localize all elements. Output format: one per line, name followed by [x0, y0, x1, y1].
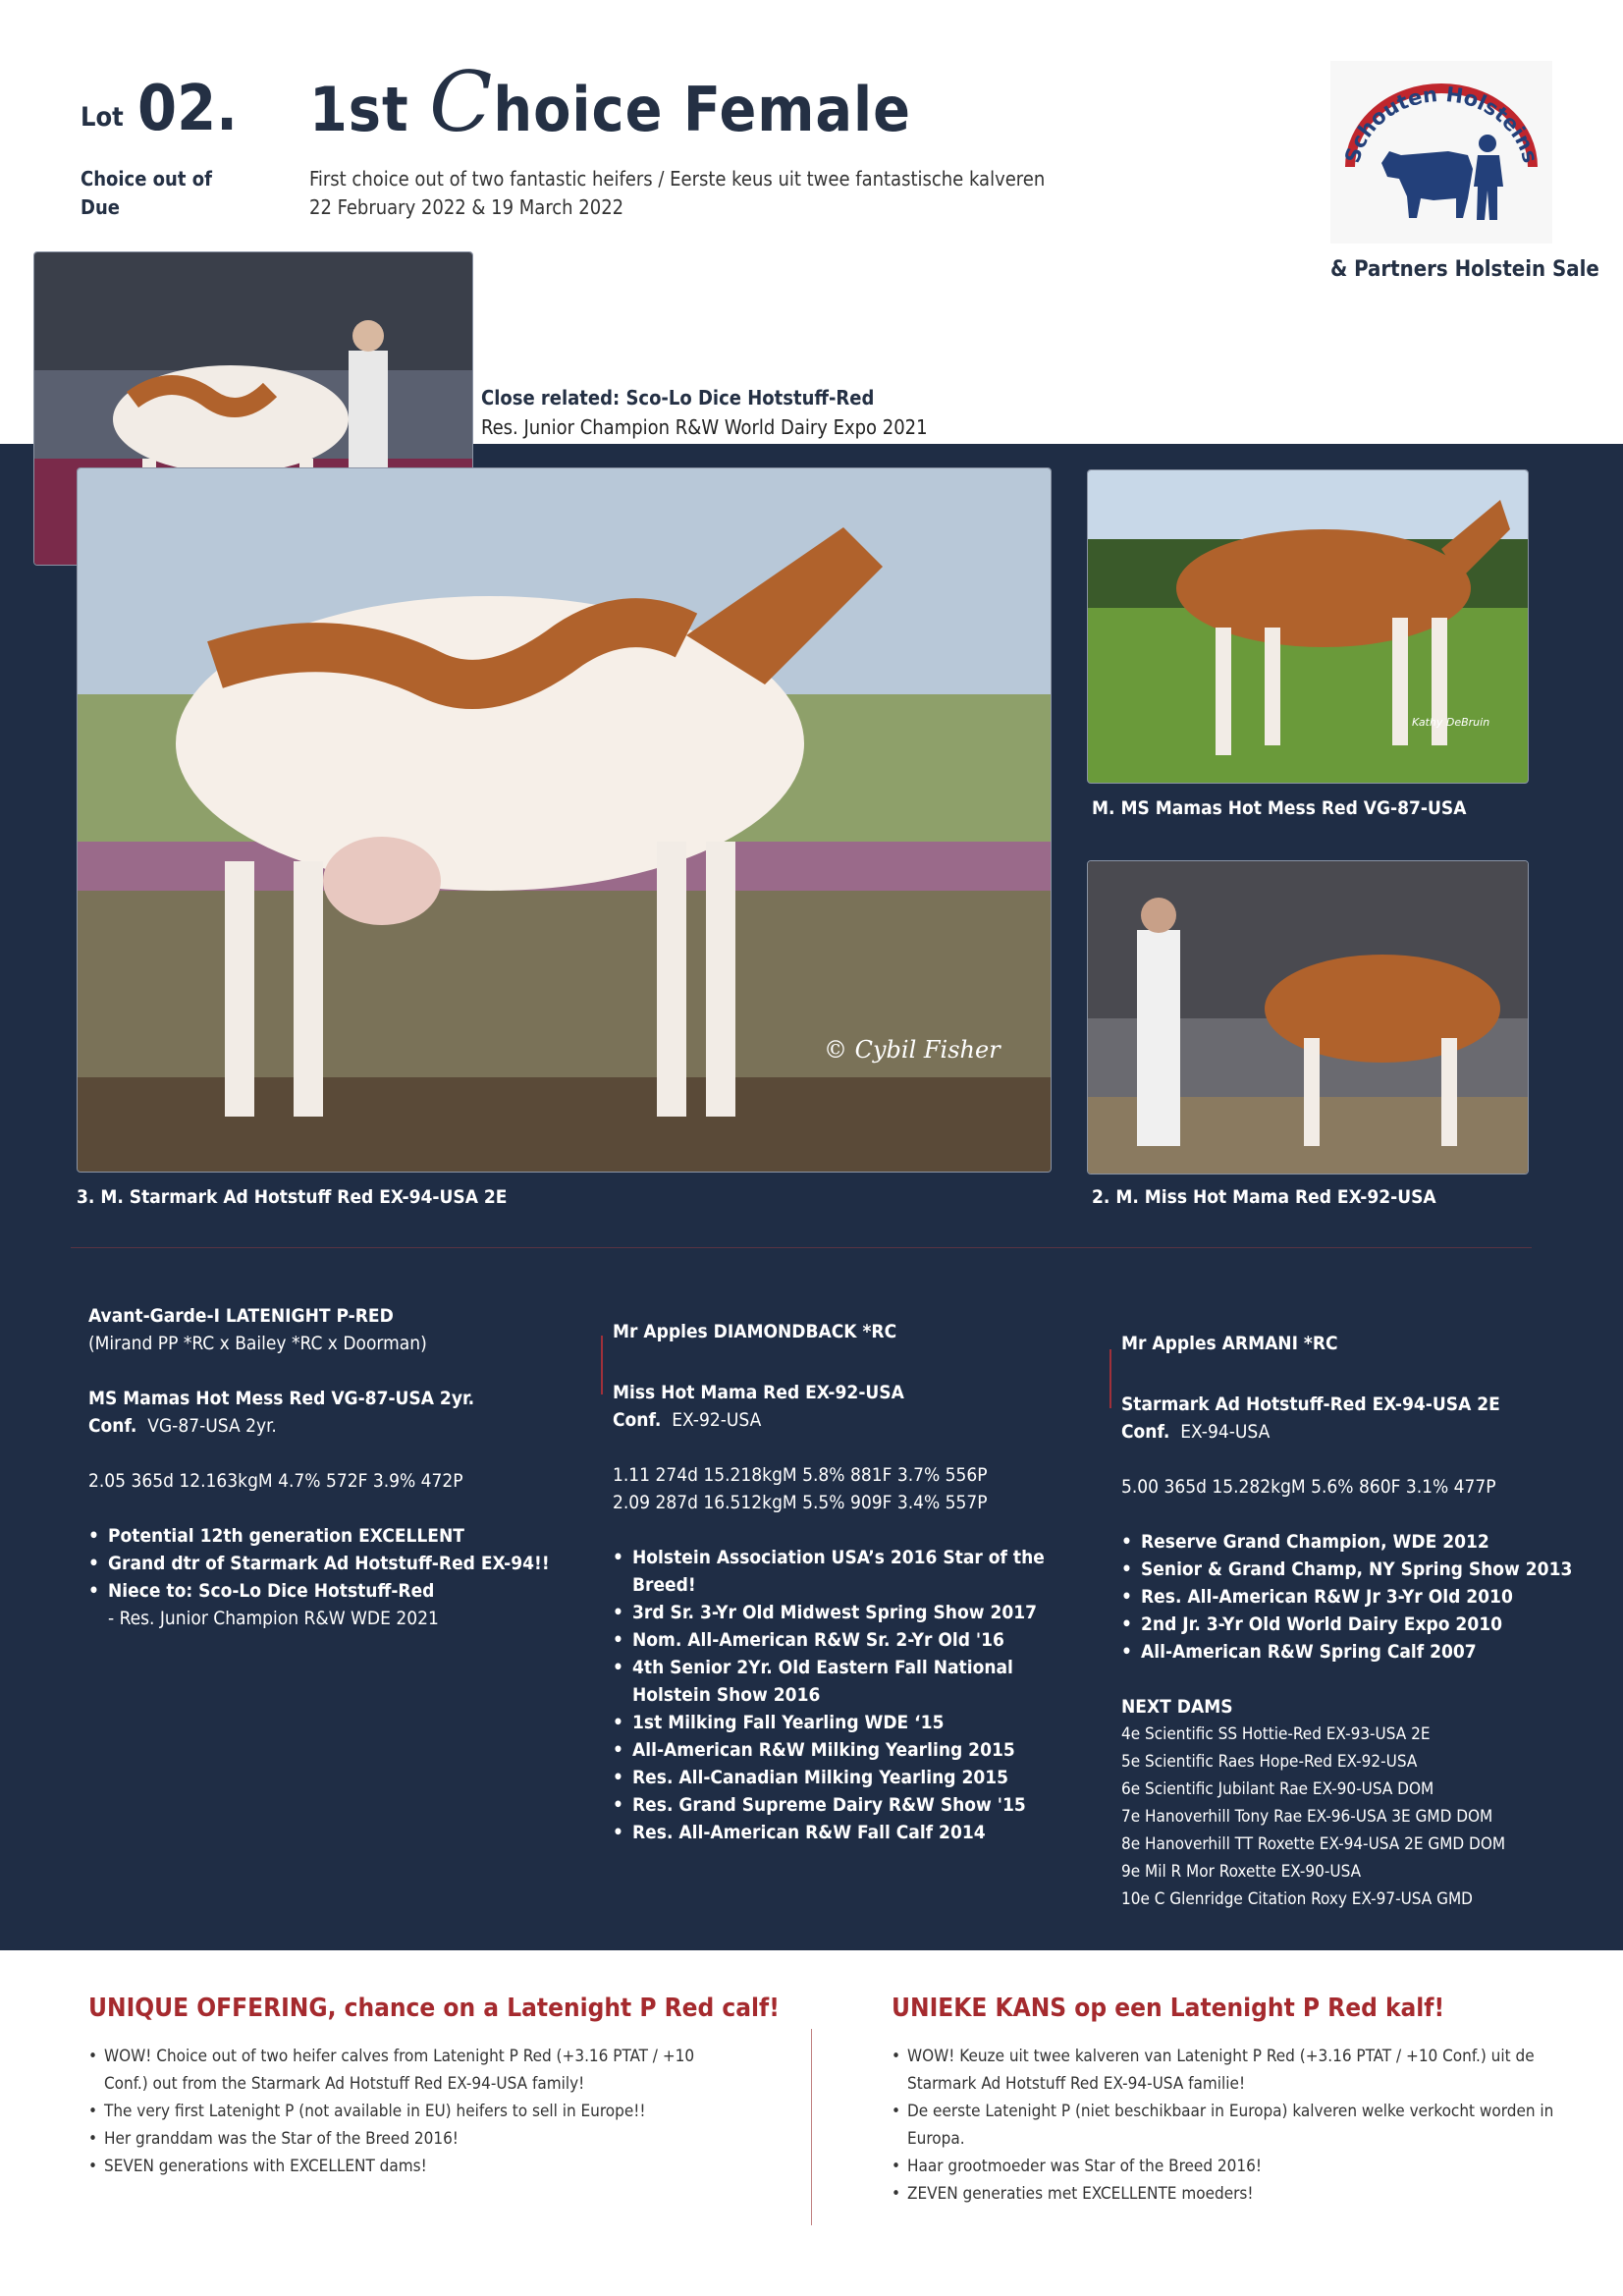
sub-note: - Res. Junior Champion R&W WDE 2021: [108, 1608, 439, 1629]
pedigree-column-granddam: [1121, 1330, 1593, 1913]
list-item: • 1st Milking Fall Yearling WDE ‘15: [613, 1709, 1064, 1736]
list-item: 7e Hanoverhill Tony Rae EX-96-USA 3E GMD DOM: [1121, 1807, 1493, 1827]
list-item: • All-American R&W Milking Yearling 2015: [613, 1736, 1064, 1764]
related-caption: [481, 383, 928, 442]
dam-photo: [1087, 469, 1529, 784]
conf-label: Conf.: [1121, 1421, 1170, 1443]
list-item: • All-American R&W Spring Calf 2007: [1121, 1638, 1593, 1666]
sire-pedigree: (Mirand PP *RC x Bailey *RC x Doorman): [88, 1333, 427, 1354]
achievement-list: [88, 1522, 599, 1605]
list-item: • Senior & Grand Champ, NY Spring Show 2013: [1121, 1556, 1593, 1583]
svg-text:Schouten Holsteins: Schouten Holsteins: [1340, 82, 1542, 166]
conf-value: VG-87-USA 2yr.: [147, 1415, 277, 1437]
pedigree-column-sire: [88, 1302, 599, 1632]
sire-name: Mr Apples DIAMONDBACK *RC: [613, 1321, 897, 1342]
dutch-offer-list: [892, 2043, 1569, 2208]
photographer-watermark: © Cybil Fisher: [824, 1036, 1001, 1064]
photo-credit: Kathy DeBruin: [1412, 716, 1490, 729]
page-title: 1st Choice Female: [309, 54, 911, 150]
language-divider: [811, 2029, 812, 2225]
dam-name: Miss Hot Mama Red EX-92-USA: [613, 1382, 904, 1403]
main-cow-photo: [77, 467, 1052, 1173]
production-record: 1.11 274d 15.218kgM 5.8% 881F 3.7% 556P: [613, 1464, 988, 1486]
column-accent-bar: [1109, 1349, 1111, 1408]
column-accent-bar: [601, 1336, 603, 1394]
lot-number: 02.: [137, 73, 238, 145]
cow-and-handler-logo-icon: [1330, 61, 1552, 244]
due-dates: 22 February 2022 & 19 March 2022: [309, 195, 624, 219]
list-item: • Niece to: Sco-Lo Dice Hotstuff-Red: [88, 1577, 599, 1605]
production-record: 5.00 365d 15.282kgM 5.6% 860F 3.1% 477P: [1121, 1476, 1496, 1498]
list-item: • Res. Grand Supreme Dairy R&W Show '15: [613, 1791, 1064, 1819]
main-photo-caption: 3. M. Starmark Ad Hotstuff Red EX-94-USA 2E: [77, 1186, 508, 1208]
list-item: • 2nd Jr. 3-Yr Old World Dairy Expo 2010: [1121, 1611, 1593, 1638]
list-item: • Grand dtr of Starmark Ad Hotstuff-Red EX-94!!: [88, 1550, 599, 1577]
dam-name: MS Mamas Hot Mess Red VG-87-USA 2yr.: [88, 1388, 475, 1409]
partners-label: & Partners Holstein Sale: [1330, 257, 1599, 282]
conf-label: Conf.: [613, 1409, 662, 1431]
lot-description: [309, 165, 1045, 222]
sire-name: Avant-Garde-I LATENIGHT P-RED: [88, 1305, 394, 1327]
description-text: First choice out of two fantastic heifers / Eerste keus uit twee fantastische kalveren: [309, 167, 1046, 191]
list-item: • Res. All-Canadian Milking Yearling 2015: [613, 1764, 1064, 1791]
list-item: • 4th Senior 2Yr. Old Eastern Fall National Holstein Show 2016: [613, 1654, 1064, 1709]
schouten-holsteins-logo: [1330, 61, 1552, 244]
choice-label-block: [81, 165, 277, 222]
list-item: 8e Hanoverhill TT Roxette EX-94-USA 2E GMD DOM: [1121, 1834, 1506, 1854]
list-item: • The very first Latenight P (not available in EU) heifers to sell in Europe!!: [88, 2098, 697, 2125]
pedigree-column-dam: [613, 1318, 1064, 1846]
list-item: 9e Mil R Mor Roxette EX-90-USA: [1121, 1862, 1362, 1882]
list-item: • Res. All-American R&W Fall Calf 2014: [613, 1819, 1064, 1846]
english-offer-heading: UNIQUE OFFERING, chance on a Latenight P Red calf!: [88, 1994, 780, 2023]
title-script-letter: C: [429, 54, 494, 150]
list-item: • Reserve Grand Champion, WDE 2012: [1121, 1528, 1593, 1556]
conf-value: EX-92-USA: [672, 1409, 762, 1431]
english-offer-list: [88, 2043, 697, 2180]
conf-value: EX-94-USA: [1180, 1421, 1271, 1443]
panel-divider: [71, 1247, 1532, 1248]
list-item: • Potential 12th generation EXCELLENT: [88, 1522, 599, 1550]
dam-photo-caption: M. MS Mamas Hot Mess Red VG-87-USA: [1092, 797, 1467, 819]
production-record: 2.05 365d 12.163kgM 4.7% 572F 3.9% 472P: [88, 1470, 463, 1492]
list-item: • Res. All-American R&W Jr 3-Yr Old 2010: [1121, 1583, 1593, 1611]
list-item: 4e Scientific SS Hottie-Red EX-93-USA 2E: [1121, 1724, 1431, 1744]
list-item: • 3rd Sr. 3-Yr Old Midwest Spring Show 2017: [613, 1599, 1064, 1626]
dam-name: Starmark Ad Hotstuff-Red EX-94-USA 2E: [1121, 1394, 1500, 1415]
achievement-list: [1121, 1528, 1593, 1666]
list-item: • WOW! Choice out of two heifer calves from Latenight P Red (+3.16 PTAT / +10 Conf.) out from the Starmark Ad Hotstuff Red EX-94-USA family!: [88, 2043, 697, 2098]
related-title: Close related: Sco-Lo Dice Hotstuff-Red: [481, 386, 875, 410]
list-item: • ZEVEN generaties met EXCELLENTE moeders!: [892, 2180, 1569, 2208]
list-item: • Her granddam was the Star of the Breed 2016!: [88, 2125, 697, 2153]
list-item: 10e C Glenridge Citation Roxy EX-97-USA GMD: [1121, 1889, 1473, 1909]
sire-name: Mr Apples ARMANI *RC: [1121, 1333, 1338, 1354]
list-item: • Haar grootmoeder was Star of the Breed 2016!: [892, 2153, 1569, 2180]
lot-label: Lot: [81, 102, 124, 133]
conf-label: Conf.: [88, 1415, 137, 1437]
list-item: • SEVEN generations with EXCELLENT dams!: [88, 2153, 697, 2180]
next-dams-title: NEXT DAMS: [1121, 1696, 1233, 1718]
related-subtitle: Res. Junior Champion R&W World Dairy Expo 2021: [481, 415, 928, 439]
next-dams-list: [1121, 1721, 1593, 1913]
production-record: 2.09 287d 16.512kgM 5.5% 909F 3.4% 557P: [613, 1492, 988, 1513]
granddam-photo: [1087, 860, 1529, 1175]
achievement-list: [613, 1544, 1064, 1846]
list-item: • Holstein Association USA’s 2016 Star of the Breed!: [613, 1544, 1064, 1599]
granddam-photo-caption: 2. M. Miss Hot Mama Red EX-92-USA: [1092, 1186, 1436, 1208]
list-item: • WOW! Keuze uit twee kalveren van Latenight P Red (+3.16 PTAT / +10 Conf.) uit de Starmark Ad Hotstuff Red EX-94-USA familie!: [892, 2043, 1569, 2098]
list-item: 6e Scientific Jubilant Rae EX-90-USA DOM: [1121, 1779, 1434, 1799]
list-item: 5e Scientific Raes Hope-Red EX-92-USA: [1121, 1752, 1418, 1772]
list-item: • Nom. All-American R&W Sr. 2-Yr Old '16: [613, 1626, 1064, 1654]
due-label: Due: [81, 195, 120, 219]
choice-out-of-label: Choice out of: [81, 167, 212, 191]
dutch-offer-heading: UNIEKE KANS op een Latenight P Red kalf!: [892, 1994, 1445, 2023]
list-item: • De eerste Latenight P (niet beschikbaar in Europa) kalveren welke verkocht worden in Europa.: [892, 2098, 1569, 2153]
